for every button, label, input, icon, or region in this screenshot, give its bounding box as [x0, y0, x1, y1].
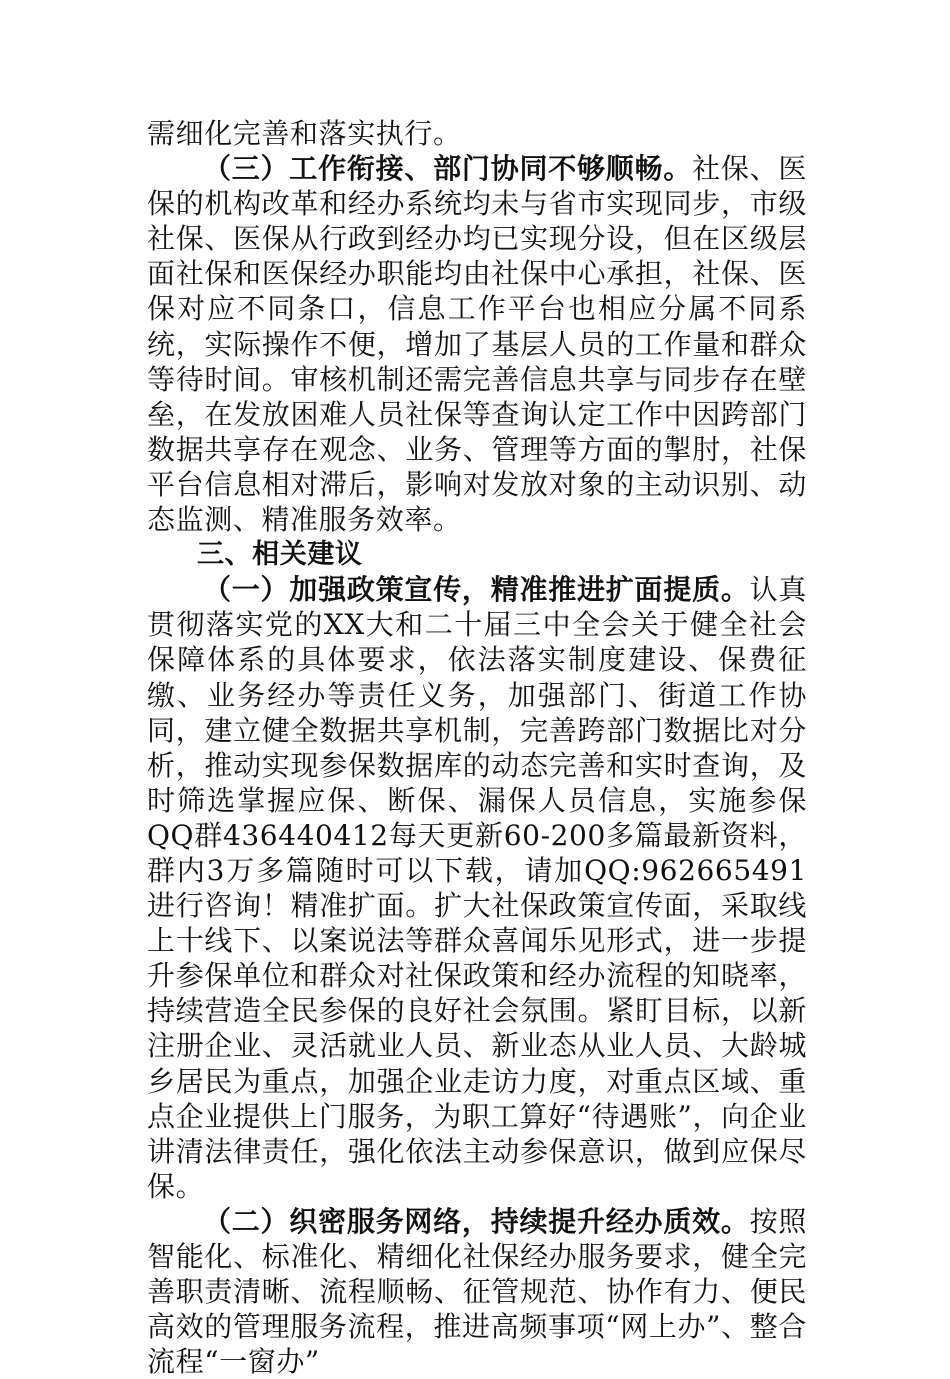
suggestion-one-lead: （一）加强政策宣传，精准推进扩面提质。: [203, 573, 750, 607]
document-body: [147, 116, 807, 1379]
suggestion-two-body: 按照智能化、标准化、精细化社保经办服务要求，健全完善职责清晰、流程顺畅、征管规范、协作有力、便民高效的管理服务流程，推进高频事项“网上办”、整合流程“一窗办”: [147, 1204, 807, 1379]
paragraph-suggestion-two: [147, 1204, 807, 1379]
suggestion-two-lead: （二）织密服务网络，持续提升经办质效。: [203, 1204, 750, 1238]
suggestion-one-body: 认真贯彻落实党的XX大和二十届三中全会关于健全社会保障体系的具体要求，依法落实制度建设、保费征缴、业务经办等责任义务，加强部门、街道工作协同，建立健全数据共享机制，完善跨部门数据比对分析，推动实现参保数据库的动态完善和实时查询，及时筛选掌握应保、断保、漏保人员信息，实施参保QQ群436440412每天更新60-200多篇最新资料，群内3万多篇随时可以下载，请加QQ:962665491进行咨询！精准扩面。扩大社保政策宣传面，采取线上十线下、以案说法等群众喜闻乐见形式，进一步提升参保单位和群众对社保政策和经办流程的知晓率，持续营造全民参保的良好社会氛围。紧盯目标，以新注册企业、灵活就业人员、新业态从业人员、大龄城乡居民为重点，加强企业走访力度，对重点区域、重点企业提供上门服务，为职工算好“待遇账”，向企业讲清法律责任，强化依法主动参保意识，做到应保尽保。: [147, 573, 807, 1203]
section-heading: 三、相关建议: [196, 539, 363, 571]
item-three-body: 社保、医保的机构改革和经办系统均未与省市实现同步，市级社保、医保从行政到经办均已实现分设，但在区级层面社保和医保经办职能均由社保中心承担，社保、医保对应不同条口，信息工作平台也相应分属不同系统，实际操作不便，增加了基层人员的工作量和群众等待时间。审核机制还需完善信息共享与同步存在壁垒，在发放困难人员社保等查询认定工作中因跨部门数据共享存在观念、业务、管理等方面的掣肘，社保平台信息相对滞后，影响对发放对象的主动识别、动态监测、精准服务效率。: [147, 152, 808, 537]
item-three-lead: （三）工作衔接、部门协同不够顺畅。: [203, 152, 693, 186]
continuation-text: 需细化完善和落实执行。: [147, 117, 462, 150]
paragraph-item-three: [147, 151, 807, 537]
paragraph-suggestion-one: [147, 572, 807, 1204]
continuation-paragraph: [147, 116, 807, 151]
